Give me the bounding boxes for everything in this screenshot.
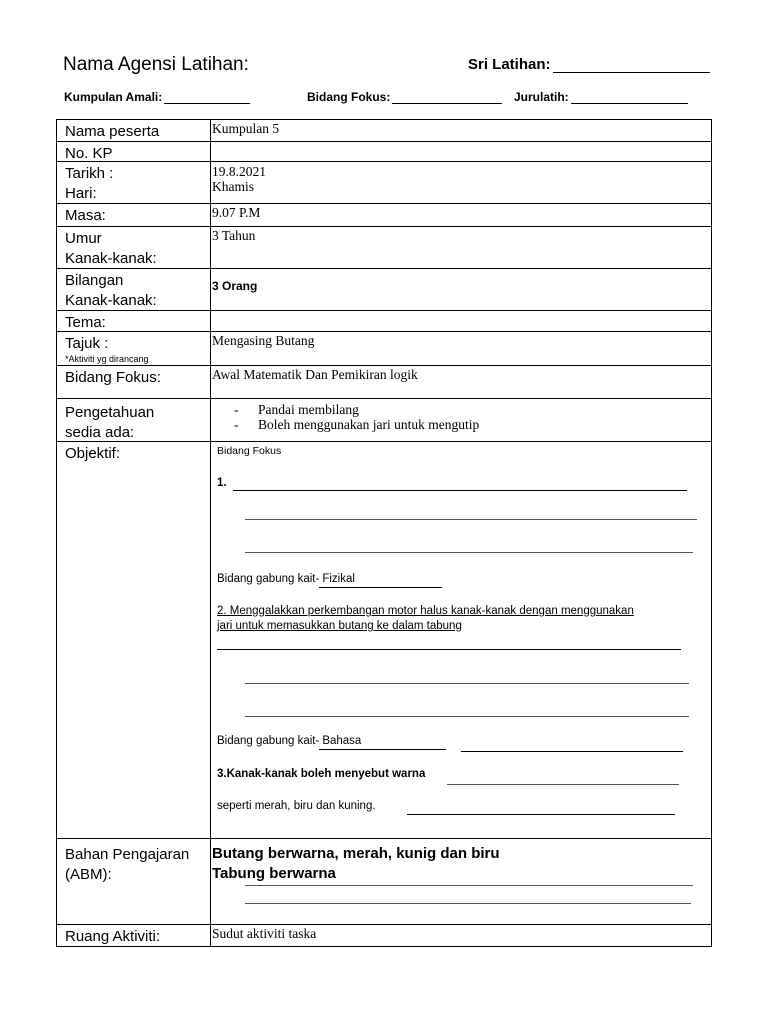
objektif-item-2-line1: 2. Menggalakkan perkembangan motor halus kanak-kanak dengan menggunakan <box>217 605 634 617</box>
ruang-aktiviti-value[interactable]: Sudut aktiviti taska <box>212 926 317 941</box>
gabung-kait-2 <box>217 734 446 750</box>
no-kp-label: No. KP <box>57 142 211 161</box>
pengetahuan-value[interactable] <box>211 399 711 441</box>
tarikh-label-line1: Tarikh : <box>65 165 114 182</box>
tarikh-day: Khamis <box>212 179 254 194</box>
pengetahuan-item-1: Pandai membilang <box>258 402 359 417</box>
bidang-fokus-value[interactable]: Awal Matematik Dan Pemikiran logik <box>212 367 418 382</box>
bilangan-value[interactable] <box>211 269 711 310</box>
objektif-line <box>461 751 683 752</box>
nama-peserta-label: Nama peserta <box>57 120 211 141</box>
masa-label: Masa: <box>57 204 211 226</box>
objektif-line <box>217 649 681 650</box>
umur-label-line2: Kanak-kanak: <box>65 250 157 267</box>
gabung-kait-2-value: Bahasa <box>319 734 446 750</box>
tarikh-label <box>57 162 211 203</box>
bahan-label-line2: (ABM): <box>65 866 112 883</box>
bilangan-text: 3 Orang <box>212 279 258 293</box>
umur-label <box>57 227 211 268</box>
jurulatih-field <box>514 90 688 104</box>
gabung-kait-1-value: Fizikal <box>319 572 442 588</box>
bidang-fokus-header-field <box>307 90 502 104</box>
objektif-line <box>447 784 679 785</box>
objektif-line <box>245 552 693 553</box>
objektif-value[interactable] <box>211 442 711 838</box>
objektif-line <box>245 519 697 520</box>
row-tajuk <box>56 331 712 365</box>
tajuk-value[interactable]: Mengasing Butang <box>212 333 315 348</box>
pengetahuan-label <box>57 399 211 441</box>
row-nama-peserta <box>56 119 712 141</box>
row-tema <box>56 310 712 331</box>
objektif-item-2-line2: jari untuk memasukkan butang ke dalam tabung <box>217 620 462 632</box>
tajuk-label <box>57 332 211 365</box>
objektif-heading: Bidang Fokus <box>217 445 282 457</box>
jurulatih-label: Jurulatih: <box>514 90 569 104</box>
bahan-line <box>245 903 691 904</box>
objektif-item-3-line2: seperti merah, biru dan kuning. <box>217 800 376 812</box>
bidang-fokus-header-blank[interactable] <box>392 92 502 104</box>
objektif-line <box>407 814 675 815</box>
umur-value[interactable]: 3 Tahun <box>212 228 256 243</box>
sri-latihan-blank[interactable] <box>553 58 710 73</box>
agency-label: Nama Agensi Latihan: <box>63 54 249 75</box>
objektif-item-2 <box>217 604 697 634</box>
tajuk-note: *Aktiviti yg dirancang <box>65 354 149 364</box>
row-ruang-aktiviti <box>56 924 712 947</box>
pengetahuan-item-2: Boleh menggunakan jari untuk mengutip <box>258 417 480 432</box>
bidang-fokus-label: Bidang Fokus: <box>57 366 211 398</box>
no-kp-value[interactable] <box>211 142 711 161</box>
bahan-label <box>57 839 211 924</box>
nama-peserta-value[interactable]: Kumpulan 5 <box>212 121 280 136</box>
gabung-kait-1 <box>217 572 442 588</box>
row-bahan <box>56 838 712 924</box>
objektif-line <box>245 683 689 684</box>
row-umur <box>56 226 712 268</box>
ruang-aktiviti-label: Ruang Aktiviti: <box>57 925 211 946</box>
bilangan-label-line2: Kanak-kanak: <box>65 292 157 309</box>
list-item <box>212 402 711 417</box>
pengetahuan-label-line1: Pengetahuan <box>65 404 155 421</box>
bahan-value[interactable] <box>211 839 711 924</box>
row-objektif <box>56 441 712 838</box>
bahan-line <box>245 885 693 886</box>
bahan-line-2: Tabung berwarna <box>212 865 336 882</box>
row-masa <box>56 203 712 226</box>
tarikh-label-line2: Hari: <box>65 185 97 202</box>
objektif-item-3-line1: 3.Kanak-kanak boleh menyebut warna <box>217 768 426 780</box>
kumpulan-amali-label: Kumpulan Amali: <box>64 90 163 104</box>
tarikh-value[interactable] <box>211 162 711 203</box>
tarikh-date: 19.8.2021 <box>212 164 266 179</box>
pengetahuan-label-line2: sedia ada: <box>65 424 135 441</box>
gabung-kait-2-label: Bidang gabung kait- <box>217 735 320 747</box>
gabung-kait-1-label: Bidang gabung kait- <box>217 573 320 585</box>
bahan-label-line1: Bahan Pengajaran <box>65 846 190 863</box>
objektif-label: Objektif: <box>57 442 211 838</box>
row-pengetahuan <box>56 398 712 441</box>
masa-value[interactable]: 9.07 P.M <box>212 205 261 220</box>
sri-latihan-field <box>468 56 710 73</box>
row-bidang-fokus <box>56 365 712 398</box>
objektif-line <box>245 716 689 717</box>
bahan-line-1: Butang berwarna, merah, kunig dan biru <box>212 845 500 862</box>
tajuk-label-text: Tajuk : <box>65 335 109 352</box>
row-tarikh <box>56 161 712 203</box>
bilangan-label <box>57 269 211 310</box>
list-item <box>212 417 711 432</box>
kumpulan-amali-blank[interactable] <box>164 92 250 104</box>
form-table <box>56 119 712 947</box>
tema-label: Tema: <box>57 311 211 331</box>
bidang-fokus-header-label: Bidang Fokus: <box>307 90 391 104</box>
objektif-line <box>233 490 687 491</box>
row-bilangan <box>56 268 712 310</box>
kumpulan-amali-field <box>64 90 250 104</box>
sri-latihan-label: Sri Latihan: <box>468 56 551 73</box>
tema-value[interactable] <box>211 311 711 331</box>
jurulatih-blank[interactable] <box>571 92 688 104</box>
row-no-kp <box>56 141 712 161</box>
bilangan-label-line1: Bilangan <box>65 272 124 289</box>
objektif-item-1: 1. <box>217 477 227 489</box>
umur-label-line1: Umur <box>65 230 102 247</box>
pengetahuan-list <box>212 402 711 432</box>
